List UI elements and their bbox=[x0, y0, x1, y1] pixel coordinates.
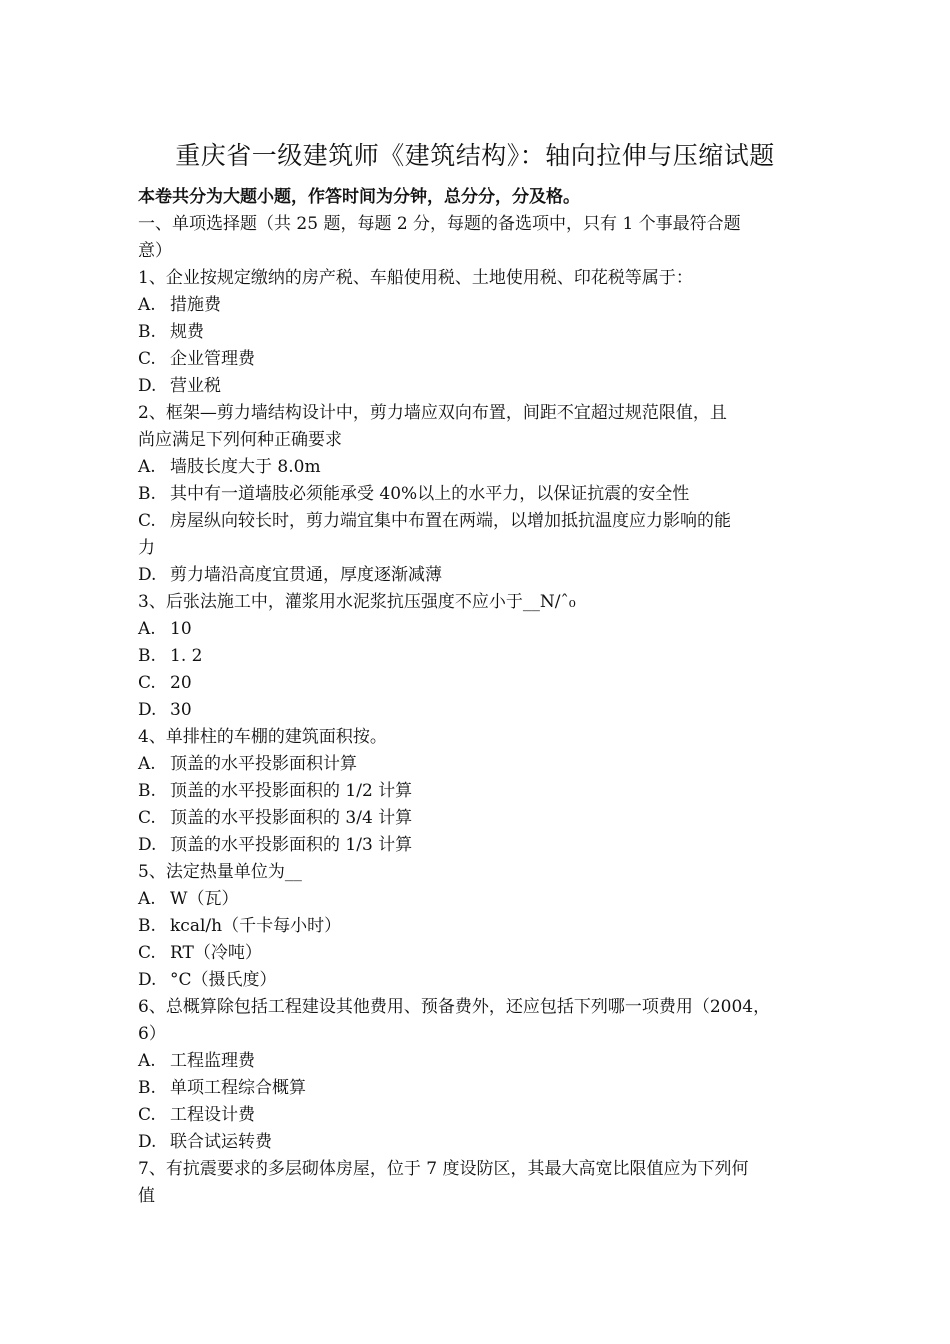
option-text: 顶盖的水平投影面积的 1/3 计算 bbox=[170, 835, 413, 855]
document-title: 重庆省一级建筑师《建筑结构》：轴向拉伸与压缩试题 bbox=[175, 141, 775, 170]
question-stem: 值 bbox=[138, 1186, 155, 1206]
answer-option bbox=[138, 1129, 828, 1156]
question-5 bbox=[138, 859, 828, 994]
option-text: kcal/h（千卡每小时） bbox=[170, 916, 342, 936]
option-text: 工程设计费 bbox=[170, 1105, 255, 1125]
answer-option bbox=[138, 562, 828, 589]
answer-option bbox=[138, 292, 828, 319]
answer-option bbox=[138, 1048, 828, 1075]
option-text: W（瓦） bbox=[170, 889, 239, 909]
option-text: 营业税 bbox=[170, 376, 221, 396]
option-text: 墙肢长度大于 8.0m bbox=[170, 457, 321, 477]
option-letter: B. bbox=[138, 646, 156, 666]
option-text: 规费 bbox=[170, 322, 204, 342]
question-1 bbox=[138, 265, 828, 400]
answer-option bbox=[138, 1075, 828, 1102]
section-heading-line2: 意） bbox=[138, 241, 172, 261]
option-letter: D. bbox=[138, 565, 157, 585]
option-text: 其中有一道墙肢必须能承受 40%以上的水平力，以保证抗震的安全性 bbox=[170, 484, 690, 504]
answer-option bbox=[138, 697, 828, 724]
option-letter: D. bbox=[138, 970, 157, 990]
question-stem: 7、有抗震要求的多层砌体房屋，位于 7 度设防区，其最大高宽比限值应为下列何 bbox=[138, 1159, 749, 1179]
question-7 bbox=[138, 1156, 828, 1210]
answer-option bbox=[138, 670, 828, 697]
option-text: 企业管理费 bbox=[170, 349, 255, 369]
answer-option bbox=[138, 967, 828, 994]
option-text: 10 bbox=[170, 619, 192, 639]
answer-option bbox=[138, 1102, 828, 1129]
answer-option bbox=[138, 454, 828, 481]
answer-option bbox=[138, 481, 828, 508]
question-stem: 6） bbox=[138, 1024, 166, 1044]
option-letter: D. bbox=[138, 376, 157, 396]
option-text: 1. 2 bbox=[170, 646, 203, 666]
answer-option bbox=[138, 373, 828, 400]
option-letter: A. bbox=[138, 457, 156, 477]
option-text: 联合试运转费 bbox=[170, 1132, 272, 1152]
option-text: 剪力墙沿高度宜贯通，厚度逐渐减薄 bbox=[170, 565, 442, 585]
question-stem: 5、法定热量单位为__ bbox=[138, 862, 302, 882]
option-letter: B. bbox=[138, 916, 156, 936]
option-letter: A. bbox=[138, 1051, 156, 1071]
document-body bbox=[138, 184, 828, 1210]
option-letter: D. bbox=[138, 835, 157, 855]
option-letter: C. bbox=[138, 511, 156, 531]
option-letter: B. bbox=[138, 484, 156, 504]
option-letter: A. bbox=[138, 754, 156, 774]
option-letter: C. bbox=[138, 808, 156, 828]
option-text: 顶盖的水平投影面积的 1/2 计算 bbox=[170, 781, 413, 801]
answer-option bbox=[138, 508, 828, 535]
option-text: 单项工程综合概算 bbox=[170, 1078, 306, 1098]
question-3 bbox=[138, 589, 828, 724]
option-letter: D. bbox=[138, 700, 157, 720]
option-letter: D. bbox=[138, 1132, 157, 1152]
option-letter: A. bbox=[138, 619, 156, 639]
question-stem: 1、企业按规定缴纳的房产税、车船使用税、土地使用税、印花税等属于： bbox=[138, 268, 693, 288]
option-text: 30 bbox=[170, 700, 192, 720]
option-text: 顶盖的水平投影面积计算 bbox=[170, 754, 357, 774]
question-4 bbox=[138, 724, 828, 859]
option-text: °C（摄氏度） bbox=[170, 970, 277, 990]
answer-option bbox=[138, 616, 828, 643]
option-letter: A. bbox=[138, 889, 156, 909]
option-letter: B. bbox=[138, 781, 156, 801]
question-stem: 2、框架—剪力墙结构设计中，剪力墙应双向布置，间距不宜超过规范限值，且 bbox=[138, 403, 727, 423]
question-stem: 3、后张法施工中，灌浆用水泥浆抗压强度不应小于__N/ˆ₀ bbox=[138, 592, 576, 612]
answer-option bbox=[138, 643, 828, 670]
section-heading-line1: 一、单项选择题（共 25 题，每题 2 分，每题的备选项中，只有 1 个事最符合题 bbox=[138, 214, 741, 234]
exam-intro: 本卷共分为大题小题，作答时间为分钟，总分分，分及格。 bbox=[138, 187, 580, 207]
question-stem: 尚应满足下列何种正确要求 bbox=[138, 430, 342, 450]
question-2 bbox=[138, 400, 828, 589]
option-text: 工程监理费 bbox=[170, 1051, 255, 1071]
option-text: 20 bbox=[170, 673, 192, 693]
answer-option bbox=[138, 832, 828, 859]
answer-option bbox=[138, 913, 828, 940]
answer-option bbox=[138, 805, 828, 832]
option-letter: C. bbox=[138, 943, 156, 963]
answer-option bbox=[138, 751, 828, 778]
option-letter: A. bbox=[138, 295, 156, 315]
question-list bbox=[138, 265, 828, 1210]
option-letter: C. bbox=[138, 673, 156, 693]
question-stem: 4、单排柱的车棚的建筑面积按。 bbox=[138, 727, 387, 747]
option-letter: B. bbox=[138, 322, 156, 342]
option-text: 房屋纵向较长时，剪力端宜集中布置在两端，以增加抵抗温度应力影响的能 bbox=[170, 511, 731, 531]
option-text: RT（冷吨） bbox=[170, 943, 262, 963]
answer-option bbox=[138, 940, 828, 967]
answer-option bbox=[138, 778, 828, 805]
option-text: 顶盖的水平投影面积的 3/4 计算 bbox=[170, 808, 413, 828]
question-6 bbox=[138, 994, 828, 1156]
answer-option bbox=[138, 319, 828, 346]
answer-option bbox=[138, 886, 828, 913]
question-stem: 6、总概算除包括工程建设其他费用、预备费外，还应包括下列哪一项费用（2004， bbox=[138, 997, 771, 1017]
answer-option: 力 bbox=[138, 538, 155, 558]
option-letter: C. bbox=[138, 1105, 156, 1125]
answer-option bbox=[138, 346, 828, 373]
option-letter: B. bbox=[138, 1078, 156, 1098]
option-letter: C. bbox=[138, 349, 156, 369]
option-text: 措施费 bbox=[170, 295, 221, 315]
